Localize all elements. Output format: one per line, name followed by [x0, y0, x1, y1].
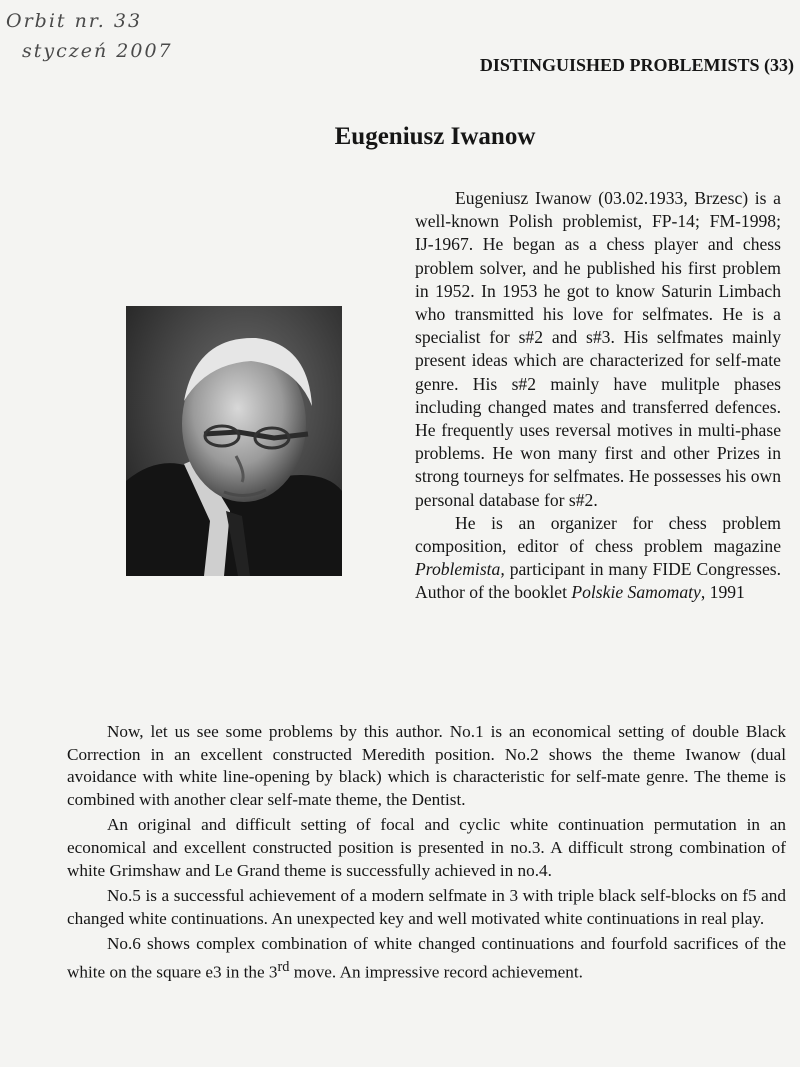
series-heading: DISTINGUISHED PROBLEMISTS (33)	[479, 55, 794, 75]
author-biography	[415, 187, 781, 605]
portrait-image	[126, 306, 342, 576]
body-paragraph-4	[67, 933, 786, 984]
body-p4-end: move. An impressive record achievement.	[293, 962, 583, 982]
bio-paragraph-2	[415, 512, 781, 605]
bio-p2-end: , 1991	[700, 582, 745, 603]
booklet-name: Polskie Samomaty	[571, 582, 701, 603]
ordinal-suffix: rd	[277, 958, 290, 975]
annotation-line-2: styczeń 2007	[22, 40, 173, 62]
bio-paragraph-1: Eugeniusz Iwanow (03.02.1933, Brzesc) is a well-known Polish problemist, FP-14; FM-1998; IJ-1967. He began as a chess player and chess problem solver, and he published his first problem in 1952. In 1953 he got to know Saturin Limbach who transmitted his love for selfmates. He is a specialist for s#2 and s#3. His selfmates mainly present ideas which are characterized for self-mate genre. His s#2 mainly have mulitple phases including changed mates and transferred defences. He frequently uses reversal motives in multi-phase problems. He won many first and other Prizes in strong tourneys for selfmates. He possesses his own personal database for s#2.	[415, 188, 781, 510]
annotation-line-1: Orbit nr. 33	[6, 10, 143, 32]
article-body	[67, 721, 786, 984]
article-title: Eugeniusz Iwanow	[334, 123, 536, 150]
body-paragraph-3: No.5 is a successful achievement of a modern selfmate in 3 with triple black self-blocks on f5 and changed white continuations. An unexpected key and well motivated white continuations in real play.	[67, 886, 786, 928]
body-paragraph-2: An original and difficult setting of focal and cyclic white continuation permutation in an economical and excellent constructed position is presented in no.3. A difficult strong combination of white Grimshaw and Le Grand theme is successfully achieved in no.4.	[67, 815, 786, 880]
bio-p2-start: He is an organizer for chess problem composition, editor of chess problem magazine	[415, 512, 781, 557]
body-p4-start: No.6 shows complex combination of white changed continuations and fourfold sacrifices of the white on the square e3 in the 3	[67, 934, 786, 982]
magazine-name: Problemista,	[415, 559, 505, 580]
handwritten-annotation	[6, 6, 206, 66]
body-paragraph-1: Now, let us see some problems by this author. No.1 is an economical setting of double Black Correction in an excellent constructed Meredith position. No.2 shows the theme Iwanow (dual avoidance with white line-opening by black) which is characteristic for self-mate genre. The theme is combined with another clear self-mate theme, the Dentist.	[67, 722, 786, 809]
portrait-photo	[126, 306, 342, 576]
bio-p2-mid: participant in many FIDE Congresses. Author of the booklet	[415, 559, 781, 603]
